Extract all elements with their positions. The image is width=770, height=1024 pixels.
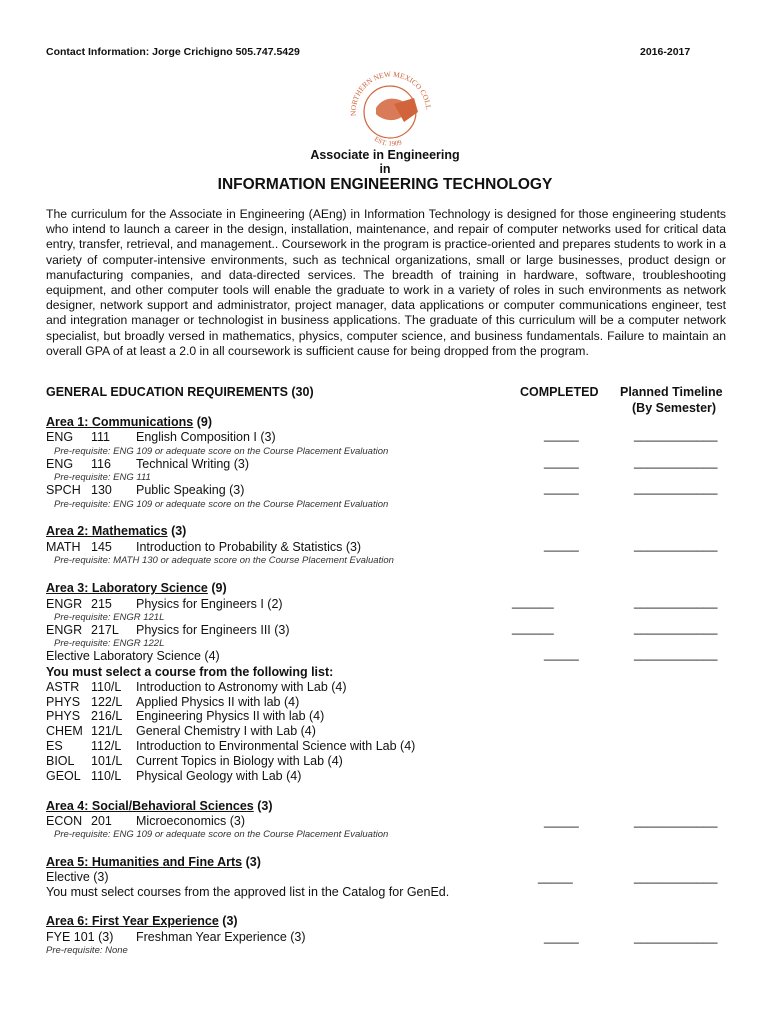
- completed-blank[interactable]: _____: [544, 647, 579, 661]
- completed-blank[interactable]: _____: [544, 481, 579, 495]
- completed-header: COMPLETED: [520, 385, 599, 399]
- degree-title: Associate in Engineering: [310, 148, 460, 162]
- option-name: Introduction to Environmental Science with Lab (4): [136, 739, 416, 753]
- timeline-blank[interactable]: ____________: [634, 647, 718, 661]
- option-num: 101/L: [91, 754, 123, 768]
- course-num: 145: [91, 540, 112, 554]
- option-name: Engineering Physics II with lab (4): [136, 709, 325, 723]
- select-course-note: You must select a course from the following list:: [46, 665, 334, 679]
- completed-blank[interactable]: _____: [544, 428, 579, 442]
- prerequisite: Pre-requisite: ENG 109 or adequate score on the Course Placement Evaluation: [54, 499, 389, 510]
- area-2-heading: [46, 524, 186, 538]
- option-num: 110/L: [91, 680, 122, 694]
- course-dept: ECON: [46, 814, 83, 828]
- area-2-credits: (3): [171, 524, 187, 538]
- option-dept: PHYS: [46, 709, 81, 723]
- area-5-title: Area 5: Humanities and Fine Arts: [46, 855, 243, 869]
- course-name: Microeconomics (3): [136, 814, 246, 828]
- svg-text:EST. 1909: EST. 1909: [372, 134, 403, 148]
- academic-year: 2016-2017: [640, 46, 691, 58]
- course-dept: ENG: [46, 430, 74, 444]
- course-num: 201: [91, 814, 112, 828]
- area-2-title: Area 2: Mathematics: [46, 524, 168, 538]
- course-name: Technical Writing (3): [136, 457, 250, 471]
- course-num: 130: [91, 483, 112, 497]
- prerequisite: Pre-requisite: MATH 130 or adequate score on the Course Placement Evaluation: [54, 555, 394, 566]
- course-num: 215: [91, 597, 112, 611]
- timeline-blank[interactable]: ____________: [634, 481, 718, 495]
- requirements-header: GENERAL EDUCATION REQUIREMENTS (30): [46, 385, 314, 399]
- prerequisite: Pre-requisite: ENG 109 or adequate score on the Course Placement Evaluation: [54, 446, 389, 457]
- area-3-credits: (9): [211, 581, 227, 595]
- area-6-title: Area 6: First Year Experience: [46, 914, 219, 928]
- completed-blank[interactable]: ______: [512, 595, 554, 609]
- gened-note: You must select courses from the approved list in the Catalog for GenEd.: [46, 885, 450, 899]
- area-1-credits: (9): [196, 415, 213, 429]
- option-num: 112/L: [91, 739, 122, 753]
- college-seal-logo: [334, 68, 444, 148]
- area-4-heading: [46, 799, 273, 813]
- area-5-heading: [46, 855, 261, 869]
- course-name: English Composition I (3): [136, 430, 276, 444]
- option-name: Applied Physics II with lab (4): [136, 695, 300, 709]
- option-name: Physical Geology with Lab (4): [136, 769, 302, 783]
- course-num: 116: [91, 457, 111, 471]
- area-4-title: Area 4: Social/Behavioral Sciences: [46, 799, 254, 813]
- area-1-title: Area 1: Communications: [46, 415, 194, 429]
- option-name: Current Topics in Biology with Lab (4): [136, 754, 343, 768]
- prerequisite: Pre-requisite: ENGR 121L: [54, 612, 165, 623]
- course-dept: ENG: [46, 457, 74, 471]
- completed-blank[interactable]: ______: [512, 621, 554, 635]
- option-num: 216/L: [91, 709, 123, 723]
- completed-blank[interactable]: _____: [544, 538, 579, 552]
- area-6-credits: (3): [222, 914, 238, 928]
- prerequisite: Pre-requisite: ENGR 122L: [54, 638, 165, 649]
- option-name: General Chemistry I with Lab (4): [136, 724, 316, 738]
- completed-blank[interactable]: _____: [544, 930, 579, 944]
- area-3-heading: [46, 581, 227, 595]
- degree-title-in: in: [379, 162, 391, 176]
- timeline-subheader: (By Semester): [632, 401, 717, 415]
- area-4-credits: (3): [257, 799, 273, 813]
- course-dept: MATH: [46, 540, 81, 554]
- course-name: Physics for Engineers I (2): [136, 597, 283, 611]
- course-code: FYE 101 (3): [46, 930, 114, 944]
- timeline-blank[interactable]: ____________: [634, 930, 718, 944]
- timeline-blank[interactable]: ____________: [634, 595, 718, 609]
- timeline-blank[interactable]: ____________: [634, 870, 718, 884]
- area-1-heading: [46, 415, 212, 429]
- area-6-heading: [46, 914, 238, 928]
- option-dept: BIOL: [46, 754, 75, 768]
- option-num: 122/L: [91, 695, 123, 709]
- option-dept: CHEM: [46, 724, 83, 738]
- prerequisite: Pre-requisite: ENG 109 or adequate score on the Course Placement Evaluation: [54, 829, 389, 840]
- course-num: 217L: [91, 623, 119, 637]
- humanities-elective: Elective (3): [46, 870, 109, 884]
- prerequisite: Pre-requisite: None: [46, 945, 128, 956]
- option-dept: ASTR: [46, 680, 80, 694]
- elective-lab-science: Elective Laboratory Science (4): [46, 649, 220, 663]
- program-title: INFORMATION ENGINEERING TECHNOLOGY: [217, 176, 553, 193]
- course-dept: ENGR: [46, 597, 83, 611]
- course-name: Freshman Year Experience (3): [136, 930, 306, 944]
- completed-blank[interactable]: _____: [538, 870, 573, 884]
- option-dept: GEOL: [46, 769, 81, 783]
- option-name: Introduction to Astronomy with Lab (4): [136, 680, 347, 694]
- course-name: Public Speaking (3): [136, 483, 245, 497]
- option-dept: ES: [46, 739, 63, 753]
- timeline-blank[interactable]: ____________: [634, 428, 718, 442]
- completed-blank[interactable]: _____: [544, 455, 579, 469]
- option-num: 110/L: [91, 769, 122, 783]
- course-num: 111: [91, 430, 111, 444]
- timeline-blank[interactable]: ____________: [634, 538, 718, 552]
- course-dept: SPCH: [46, 483, 81, 497]
- timeline-blank[interactable]: ____________: [634, 621, 718, 635]
- program-description: The curriculum for the Associate in Engineering (AEng) in Information Technology is designed for those engineering students who intend to launch a career in the design, installation, maintenance, and repair of computer networks used for critical data entry, transfer, retrieval, and management.. Coursework in the program is practice-oriented and prepares students to work in a variety of computer-intensive environments, such as technical organizations, small or large businesses, product design or manufacturing companies, and data-directed services. The breadth of training in hardware, software, troubleshooting equipment, and other computer tools will enable the graduate to work in a variety of roles in such environments as network designer, network support and administrator, project manager, data applications or computer communications engineer, test and integration manager or technologist in business applications. The graduate of this curriculum will be a computer network specialist, but broadly versed in mathematics, physics, computer science, and business fundamentals. Failure to maintain an overall GPA of at least a 2.0 in all coursework is sufficient cause for being dropped from the program.: [46, 207, 726, 358]
- prerequisite: Pre-requisite: ENG 111: [54, 472, 151, 483]
- contact-info: Contact Information: Jorge Crichigno 505.747.5429: [46, 46, 300, 58]
- svg-text:NORTHERN NEW MEXICO COLLEGE: NORTHERN NEW MEXICO COLL: [348, 69, 434, 117]
- option-num: 121/L: [91, 724, 123, 738]
- timeline-blank[interactable]: ____________: [634, 814, 718, 828]
- course-name: Introduction to Probability & Statistics (3): [136, 540, 362, 554]
- timeline-header: Planned Timeline: [620, 385, 723, 399]
- timeline-blank[interactable]: ____________: [634, 455, 718, 469]
- completed-blank[interactable]: _____: [544, 814, 579, 828]
- course-name: Physics for Engineers III (3): [136, 623, 290, 637]
- area-3-title: Area 3: Laboratory Science: [46, 581, 208, 595]
- course-dept: ENGR: [46, 623, 83, 637]
- option-dept: PHYS: [46, 695, 81, 709]
- area-5-credits: (3): [245, 855, 261, 869]
